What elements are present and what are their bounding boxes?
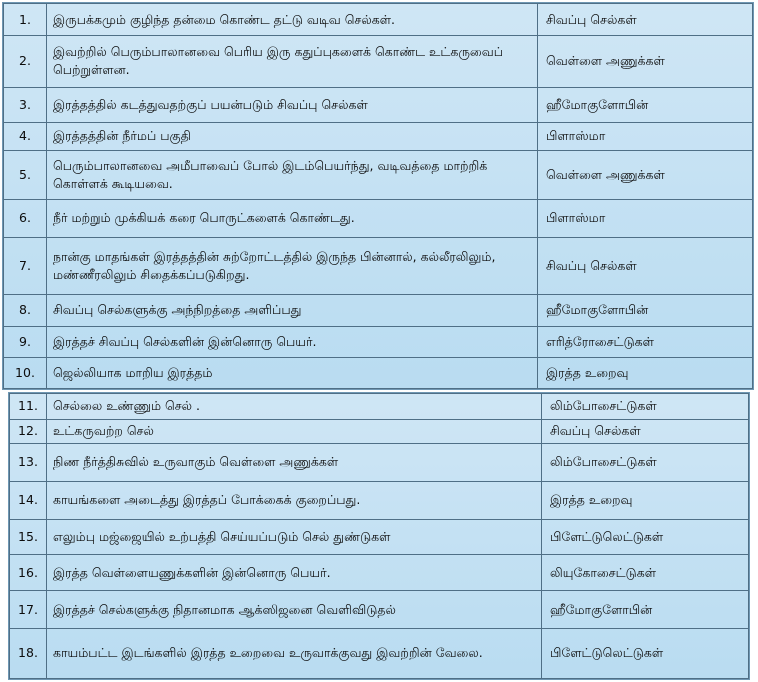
row-description: சிவப்பு செல்களுக்கு அந்நிறத்தை அளிப்பது	[47, 294, 538, 326]
row-description: இரத்த வெள்ளையணுக்களின் இன்னொரு பெயர்.	[47, 555, 542, 591]
table-row	[4, 326, 753, 357]
row-answer: சிவப்பு செல்கள்	[538, 237, 753, 294]
row-number: 6.	[4, 200, 47, 238]
row-number: 12.	[10, 419, 47, 444]
table-row	[4, 237, 753, 294]
table-row	[4, 357, 753, 388]
row-number: 15.	[10, 519, 47, 554]
row-number: 5.	[4, 150, 47, 199]
table-top-panel	[2, 2, 754, 390]
row-answer: லியுகோசைட்டுகள்	[542, 555, 749, 591]
table-row	[4, 294, 753, 326]
table-row	[10, 628, 749, 678]
row-description: எலும்பு மஜ்ஜையில் உற்பத்தி செய்யப்படும் செல் துண்டுகள்	[47, 519, 542, 554]
row-number: 9.	[4, 326, 47, 357]
table-bottom-panel	[8, 392, 750, 680]
row-description: பெரும்பாலானவை அமீபாவைப் போல் இடம்பெயர்ந்து, வடிவத்தை மாற்றிக் கொள்ளக் கூடியவை.	[47, 150, 538, 199]
row-number: 2.	[4, 36, 47, 87]
row-description: நீர் மற்றும் முக்கியக் கரை பொருட்களைக் கொண்டது.	[47, 200, 538, 238]
matching-table-bottom	[9, 393, 749, 679]
row-number: 16.	[10, 555, 47, 591]
row-description: இவற்றில் பெரும்பாலானவை பெரிய இரு கதுப்புகளைக் கொண்ட உட்கருவைப் பெற்றுள்ளன.	[47, 36, 538, 87]
row-description: இருபக்கமும் குழிந்த தன்மை கொண்ட தட்டு வடிவ செல்கள்.	[47, 4, 538, 36]
table-row	[10, 419, 749, 444]
row-number: 7.	[4, 237, 47, 294]
row-number: 18.	[10, 628, 47, 678]
table-row	[4, 200, 753, 238]
row-description: செல்லை உண்ணும் செல் .	[47, 394, 542, 420]
row-number: 13.	[10, 444, 47, 481]
row-answer: வெள்ளை அணுக்கள்	[538, 150, 753, 199]
row-answer: சிவப்பு செல்கள்	[542, 419, 749, 444]
row-answer: பிளேட்டுலெட்டுகள்	[542, 519, 749, 554]
row-answer: பிளாஸ்மா	[538, 200, 753, 238]
row-description: நான்கு மாதங்கள் இரத்தத்தின் சுற்றோட்டத்தில் இருந்த பின்னால், கல்லீரலிலும், மண்ணீரலிலும் சிதைக்கப்படுகிறது.	[47, 237, 538, 294]
row-answer: ஹீமோகுளோபின்	[538, 87, 753, 122]
row-number: 3.	[4, 87, 47, 122]
row-number: 4.	[4, 123, 47, 151]
matching-table-top	[3, 3, 753, 389]
table-row	[10, 591, 749, 628]
table-row	[4, 87, 753, 122]
row-description: இரத்தச் சிவப்பு செல்களின் இன்னொரு பெயர்.	[47, 326, 538, 357]
row-description: ஜெல்லியாக மாறிய இரத்தம்	[47, 357, 538, 388]
table-row	[4, 123, 753, 151]
row-description: இரத்தச் செல்களுக்கு நிதானமாக ஆக்ஸிஜனை வெளிவிடுதல்	[47, 591, 542, 628]
row-description: உட்கருவற்ற செல்	[47, 419, 542, 444]
row-number: 1.	[4, 4, 47, 36]
row-number: 14.	[10, 481, 47, 519]
table-row	[4, 150, 753, 199]
row-number: 17.	[10, 591, 47, 628]
row-answer: வெள்ளை அணுக்கள்	[538, 36, 753, 87]
row-answer: பிளாஸ்மா	[538, 123, 753, 151]
row-description: நிண நீர்த்திசுவில் உருவாகும் வெள்ளை அணுக்கள்	[47, 444, 542, 481]
table-row	[10, 555, 749, 591]
table-row	[4, 4, 753, 36]
row-answer: லிம்போசைட்டுகள்	[542, 394, 749, 420]
table-row	[4, 36, 753, 87]
row-description: இரத்தத்தின் நீர்மப் பகுதி	[47, 123, 538, 151]
row-answer: ஹீமோகுளோபின்	[542, 591, 749, 628]
table-row	[10, 519, 749, 554]
row-number: 8.	[4, 294, 47, 326]
table-row	[10, 481, 749, 519]
table-row	[10, 444, 749, 481]
row-description: இரத்தத்தில் கடத்துவதற்குப் பயன்படும் சிவப்பு செல்கள்	[47, 87, 538, 122]
row-answer: இரத்த உறைவு	[538, 357, 753, 388]
row-answer: இரத்த உறைவு	[542, 481, 749, 519]
row-answer: சிவப்பு செல்கள்	[538, 4, 753, 36]
row-answer: லிம்போசைட்டுகள்	[542, 444, 749, 481]
table-top-body	[4, 4, 753, 389]
row-answer: பிளேட்டுலெட்டுகள்	[542, 628, 749, 678]
table-row	[10, 394, 749, 420]
row-number: 11.	[10, 394, 47, 420]
row-answer: ஹீமோகுளோபின்	[538, 294, 753, 326]
row-answer: எரித்ரோசைட்டுகள்	[538, 326, 753, 357]
row-description: காயம்பட்ட இடங்களில் இரத்த உறைவை உருவாக்குவது இவற்றின் வேலை.	[47, 628, 542, 678]
table-bottom-body	[10, 394, 749, 679]
row-number: 10.	[4, 357, 47, 388]
row-description: காயங்களை அடைத்து இரத்தப் போக்கைக் குறைப்பது.	[47, 481, 542, 519]
